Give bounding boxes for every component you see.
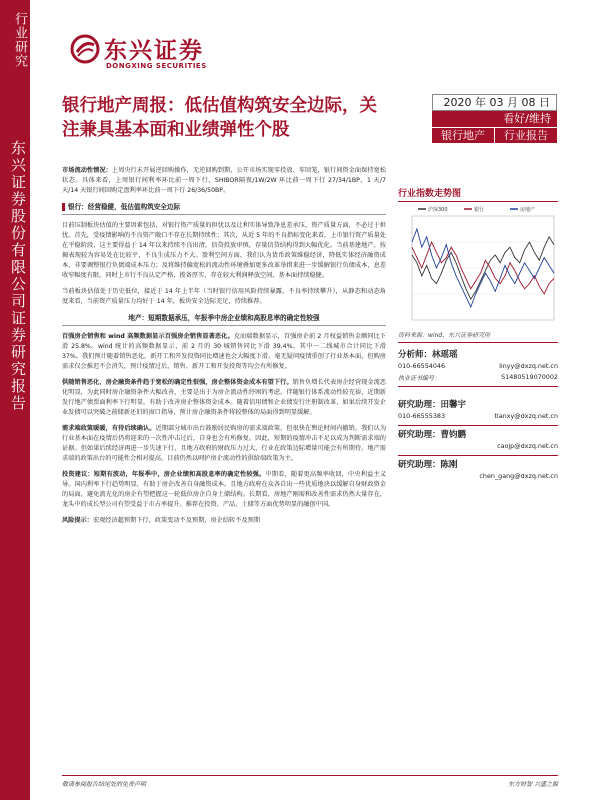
risk-paragraph <box>62 516 386 526</box>
property-p1-text: 克而瑞数据显示，百强房企前 2 月权益销售金额同比下滑 25.8%。wind 统计的高频数据显示，前 2 月的 30 城销售同比下滑 39.4%，其中一二线城市合计同比下滑 37%。我们预计随着销售恶化，新开工和开发投资同比增速也会大幅度下滑。毫无疑问疫情重创了行业基本面，但购房需求仅会推迟不会消失，预计疫情过后，销售、新开工和开发投资等均会有所修复。 <box>62 333 386 370</box>
sidebar-company-name: 东兴证券股份有限公司证券研究报告 <box>9 140 27 412</box>
company-logo <box>70 32 250 78</box>
contact1-phone: 010-66555383 <box>398 412 446 420</box>
report-type-row <box>432 127 557 143</box>
bank-paragraph-1: 目前压制板块估值的主要因素包括，对银行资产质量的担忧以及让利实体导致净息差承压，资产质量方面，不必过于担忧。首先，受疫情影响的不良资产敞口不存在长期持续性；其次，从近 5 年的不良指标变化来看，上市银行资产质量处在平稳阶段，这主要得益于 14 年以来持续不良出清，信贷投放审慎，存量信贷结构得到大幅优化。当前基建地产、按揭表现较为容易处在比较平，不良生成压力不大。盈利空间方面，我们认为货币政策维稳经济，降低实体经济融资成本，非要调整银行负债端成本压力；及将维持偏宽松的流动性环境叠加更多改革举措来进一步缓解银行负债成本，息差收窄幅度有限。同时上市行不良认定严格，拨备厚实，存在较大利润释放空间，基本面持续稳健。 <box>62 222 386 279</box>
sidebar-top-label: 行业研究 <box>12 12 27 68</box>
contact1-label: 研究助理： <box>398 400 441 410</box>
footer-disclaimer: 敬请参阅报告结尾处的免责声明 <box>62 781 147 788</box>
property-paragraph-3 <box>62 424 386 464</box>
report-type-label: 行业报告 <box>494 127 557 143</box>
contact-block-1 <box>398 398 558 426</box>
analyst-cert: S1480519070002 <box>501 373 558 381</box>
logo-text-cn: 东兴证券 <box>104 38 204 64</box>
legend-label: 银行 <box>474 207 485 213</box>
legend-label: 房地产 <box>520 207 536 213</box>
left-sidebar <box>0 0 30 800</box>
contact3-name: 陈刚 <box>440 460 458 470</box>
bank-section-heading <box>62 202 386 215</box>
property-p2-text: 销售负增长代表房企经营现金流恶化明显，为此同时房企融资条件大幅改善，主要是出于为房企流动性纾困的考虑。伴随银行体系流动性较充裕，近期新发行地产债票面利率下行明显，有助于改善房企整体资金成本。随着信用债和企业债发行注册制改革，如果后续开发企业发债可以突破之前储新还旧的窗口指导，预计房企融资条件将较整体的局面得到明显缓解。 <box>62 379 387 416</box>
risk-label: 风险提示： <box>62 517 93 524</box>
property-p1-label: 百强房企销售和 wind 高频数据显示百强房企销售显著恶化。 <box>62 333 234 340</box>
report-date: 2020 年 03 月 08 日 <box>432 94 557 111</box>
analyst-email[interactable]: linyy@dxzq.net.cn <box>499 362 558 370</box>
investment-text: 中期看，随着更高频率收回，中央利益主义导。国内利率下行趋势明显，有助于房企改善自身融资成本。且地方政府在众各自出一些优质地块以缓解自身财政资金的局面，避免流光化的房企有望把握这一轮低位房企自身土储结构。长期看，房地产刚需和改善性需求仍然大量存在，龙头中的成长型公司有望受益于市占率提升。推荐在投资、产品、土储等方面优势明显的融创中国。 <box>62 471 387 508</box>
contact2-row <box>398 442 558 453</box>
property-p3-label: 需求端政策暖暖，有待后续确认。 <box>62 425 156 432</box>
analyst-name: 林瑶瑶 <box>432 350 458 360</box>
contact-block-2 <box>398 428 558 456</box>
property-paragraph-1 <box>62 332 386 372</box>
report-title: 银行地产周报：低估值构筑安全边际，关注兼具基本面和业绩弹性个股 <box>62 96 377 140</box>
analyst-block <box>398 348 558 387</box>
investment-paragraph <box>62 470 386 510</box>
property-p2-label: 供随销售恶化，房企融资条件趋于宽松的确定性很强，房企整体资金成本有望下行。 <box>62 379 293 386</box>
contact3-email[interactable]: chen_gang@dxzq.net.cn <box>479 472 558 480</box>
contact1-name: 田馨宇 <box>440 400 467 410</box>
contact-block-3 <box>398 458 558 483</box>
contact1-heading <box>398 398 558 412</box>
divider <box>398 386 558 387</box>
logo-mark-icon <box>70 34 100 64</box>
contact1-row <box>398 412 558 423</box>
contact2-heading <box>398 428 558 442</box>
legend-label: 沪深300 <box>428 207 448 213</box>
contact1-email[interactable]: tianxy@dxzq.net.cn <box>494 412 558 420</box>
analyst-contact-row <box>398 362 558 373</box>
property-section-heading: 地产：短期数据承压，年报季中房企业绩和高股息率的确定性较强 <box>62 313 386 326</box>
contact2-name: 曹钧鹏 <box>440 430 467 440</box>
analyst-cert-label: 执业证书编号： <box>398 375 441 382</box>
footer-slogan: 东方财智 兴盛之源 <box>508 781 558 788</box>
contact3-heading <box>398 458 558 472</box>
analyst-label: 分析师： <box>398 350 433 360</box>
heading-marker-icon <box>62 203 65 211</box>
main-body <box>62 166 386 532</box>
contact3-label: 研究助理： <box>398 460 441 470</box>
market-review-paragraph <box>62 166 386 196</box>
analyst-phone: 010-66554046 <box>398 362 446 370</box>
divider <box>398 455 558 456</box>
market-review-label: 市场流动性情况： <box>62 167 112 174</box>
contact2-email[interactable]: caojp@dxzq.net.cn <box>497 442 558 450</box>
divider <box>398 425 558 426</box>
index-trend-chart <box>398 202 558 328</box>
chart-source: 资料来源：wind、东兴证券研究所 <box>398 330 558 343</box>
contact2-label: 研究助理： <box>398 430 441 440</box>
property-paragraph-2 <box>62 378 386 418</box>
bank-paragraph-2: 当前板块估值处于历史低位，接近于 14 年上半年（当时银行信用风险持续暴露，不良率持续攀升），从静态和动态角度来看，当前资产质量压力均好于 14 年，板块安全边际充足，持续推荐。 <box>62 288 386 305</box>
analyst-heading <box>398 348 558 362</box>
analyst-cert-row <box>398 373 558 384</box>
contact3-row <box>398 472 558 483</box>
chart-title: 行业指数走势图 <box>398 186 558 202</box>
logo-text-en: DONGXING SECURITIES <box>106 62 207 70</box>
market-review-text: 上周央行未开展逆回购操作，无逆回购到期，公开市场实现零投放、零回笼，银行间资金面保持宽松状态。具体来看，上周银行间利率环比前一周下行，SHIBOR隔夜/1W/2W 环比前一周下行 27/34/1BP，1 天/7 天/14 天银行间回购定盘利率环比前一周下行 26/36/50BP。 <box>62 167 387 194</box>
risk-text: 宏观经济超预期下行，政策变动不及预期，房企结转不及预期 <box>92 517 260 524</box>
footer-divider <box>62 775 558 776</box>
property-p3-text: 近期部分城市出台鼓励居民购房的需求端政策，但很快在舆论时间内撤销。我们认为行业基本面在疫情后仍将迎来的一次性冲击过后，自身也会有所修复。因此，短期的疫情冲击不足以成为判断需求端的证据。但如果后续经济再进一步失速下行，且地方政府的财政压力过大，行业在政策边际增量可能会有所期待。地产需求端的政策出台的可能性会相对提高，目前仍然以呵护房企流动性的供给端政策为主。 <box>62 425 387 462</box>
industry-label: 银行地产 <box>432 127 494 143</box>
rating-badge: 看好/维持 <box>432 111 557 127</box>
bank-section-heading-text: 银行：经营稳健，低估值构筑安全边际 <box>68 203 181 211</box>
investment-label: 投资建议：短期有波动，年报季中，房企业绩和高股息率的确定性较强。 <box>62 471 266 478</box>
